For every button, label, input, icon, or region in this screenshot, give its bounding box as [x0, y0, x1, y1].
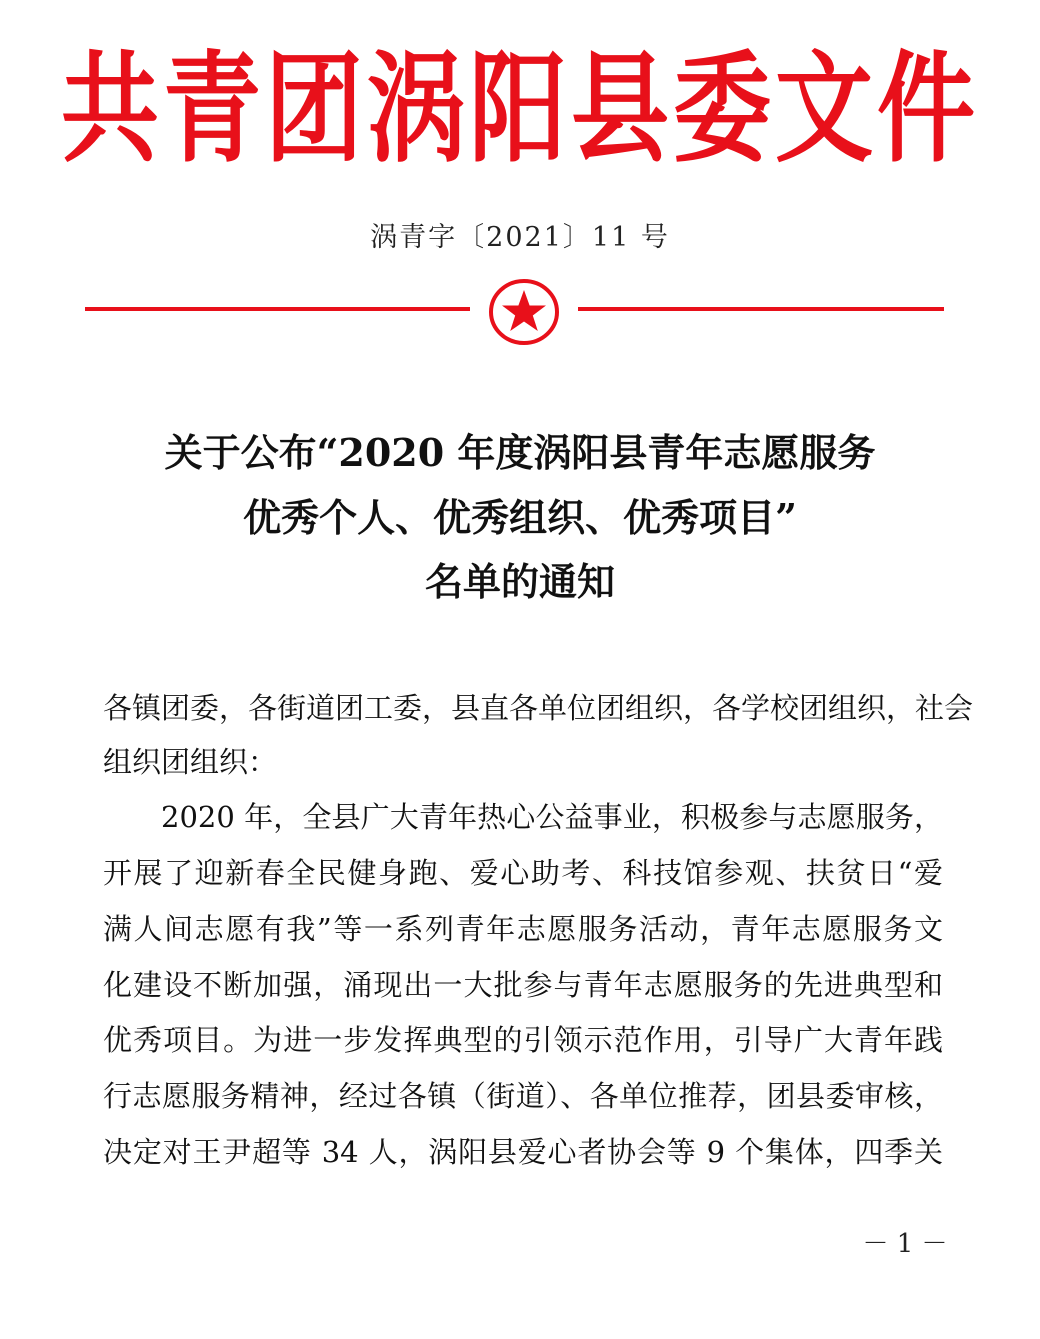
body-line-2: 开展了迎新春全民健身跑、爱心助考、科技馆参观、扶贫日“爱: [103, 856, 943, 890]
body-line-5: 优秀项目。为进一步发挥典型的引领示范作用，引导广大青年践: [103, 1023, 943, 1057]
page-number: － 1 －: [862, 1229, 948, 1259]
salutation-line-1: 各镇团委，各街道团工委，县直各单位团组织，各学校团组织，社会: [103, 691, 974, 725]
red-star-circle-icon: [488, 278, 560, 346]
document-masthead: 共青团涡阳县委文件: [60, 38, 979, 180]
document-number: 涡青字〔2021〕11 号: [370, 222, 670, 253]
notice-title-line-1: 关于公布“2020 年度涡阳县青年志愿服务: [164, 430, 876, 475]
body-line-4: 化建设不断加强，涌现出一大批参与青年志愿服务的先进典型和: [103, 968, 943, 1002]
red-divider-right: [578, 307, 944, 311]
notice-title-line-3: 名单的通知: [424, 559, 615, 604]
red-divider-left: [85, 307, 470, 311]
body-line-7: 决定对王尹超等 34 人，涡阳县爱心者协会等 9 个集体，四季关: [103, 1135, 943, 1169]
notice-title-line-2: 优秀个人、优秀组织、优秀项目”: [243, 495, 797, 540]
body-line-1: 2020 年，全县广大青年热心公益事业，积极参与志愿服务，: [161, 800, 943, 834]
body-line-6: 行志愿服务精神，经过各镇（街道）、各单位推荐，团县委审核，: [103, 1079, 943, 1113]
salutation-line-2: 组织团组织：: [103, 745, 278, 779]
body-line-3: 满人间志愿有我”等一系列青年志愿服务活动，青年志愿服务文: [103, 912, 943, 946]
